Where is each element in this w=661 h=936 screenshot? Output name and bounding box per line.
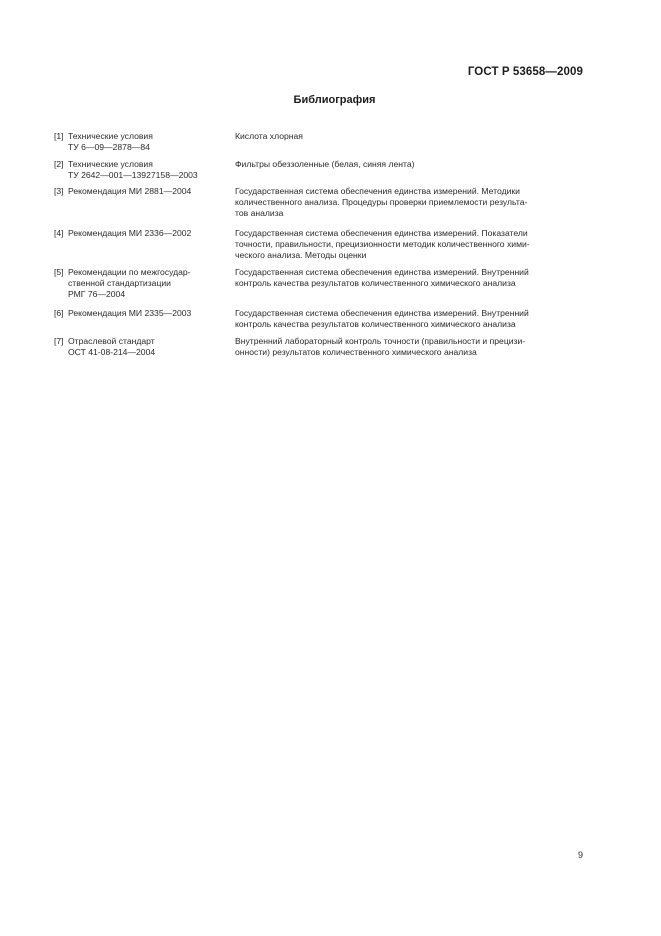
entry-source: Рекомендации по межгосудар- ственной стандартизации РМГ 76—2004	[68, 267, 191, 300]
entry-title: Государственная система обеспечения единства измерений. Методики количественного анализа. Процедуры проверки приемлемости результа- тов анализа	[235, 186, 528, 219]
entry-source: Рекомендация МИ 2336—2002	[68, 228, 192, 238]
entry-number: [7]	[54, 336, 64, 346]
page-number: 9	[577, 850, 583, 860]
entry-source: Отраслевой стандарт ОСТ 41-08-214—2004	[68, 336, 156, 358]
section-title-bibliography: Библиография	[293, 94, 376, 106]
entry-title: Кислота хлорная	[235, 131, 303, 141]
entry-source: Рекомендация МИ 2881—2004	[68, 186, 192, 196]
entry-number: [5]	[54, 267, 64, 277]
entry-source: Рекомендация МИ 2335—2003	[68, 308, 192, 318]
entry-number: [4]	[54, 228, 64, 238]
entry-source: Технические условия ТУ 6—09—2878—84	[68, 131, 153, 153]
entry-title: Государственная система обеспечения единства измерений. Показатели точности, правильности, прецизионности методик количественного хими- ческого анализа. Методы оценки	[235, 228, 530, 261]
entry-number: [6]	[54, 308, 64, 318]
entry-number: [1]	[54, 131, 64, 141]
entry-title: Государственная система обеспечения единства измерений. Внутренний контроль качества результатов количественного химического анализа	[235, 308, 529, 330]
entry-title: Государственная система обеспечения единства измерений. Внутренний контроль качества результатов количественного химического анализа	[235, 267, 529, 289]
document-standard-code: ГОСТ Р 53658—2009	[467, 66, 583, 78]
entry-number: [2]	[54, 159, 64, 169]
entry-number: [3]	[54, 186, 64, 196]
entry-title: Фильтры обеззоленные (белая, синяя лента)	[235, 159, 415, 169]
entry-title: Внутренний лабораторный контроль точности (правильности и прецизи- онности) результатов количественного химического анализа	[235, 336, 526, 358]
entry-source: Технические условия ТУ 2642—001—13927158—2003	[68, 159, 198, 181]
